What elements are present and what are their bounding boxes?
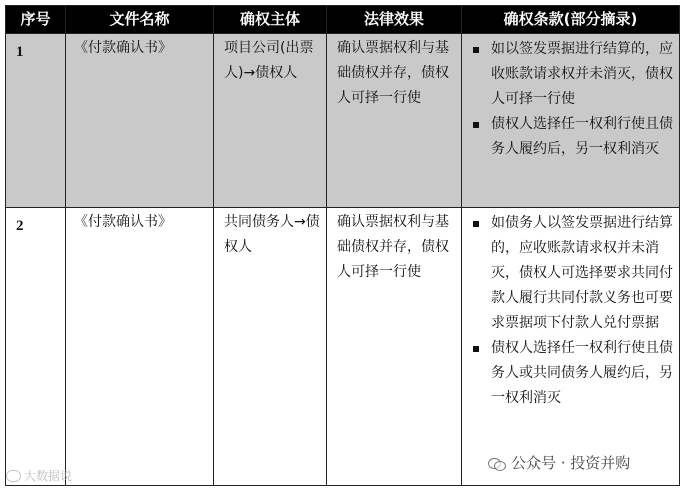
watermark-left [6,467,72,484]
watermark-right [488,452,630,473]
square-bullet-icon [473,122,479,128]
row-clauses [462,34,680,208]
clause-item [463,112,674,162]
rights-confirmation-table [5,5,680,486]
chat-bubble-icon [6,470,21,482]
row-serial-no: 1 [6,34,66,208]
header-serial-no: 序号 [6,6,66,34]
clause-item [463,336,674,411]
wechat-icon [488,456,506,470]
row-confirming-party: 共同债务人→债权人 [214,208,327,486]
header-confirming-party: 确权主体 [214,6,327,34]
square-bullet-icon [473,346,479,352]
row-file-name: 《付款确认书》 [66,208,214,486]
row-serial-no: 2 [6,208,66,486]
row-legal-effect: 确认票据权利与基础债权并存，债权人可择一行使 [327,34,462,208]
clause-text: 如债务人以签发票据进行结算的，应收账款请求权并未消灭，债权人可选择要求共同付款人履行共同付款义务也可要求票据项下付款人兑付票据 [491,215,673,331]
clause-item [463,37,674,112]
table-header-row [6,6,680,34]
row-legal-effect: 确认票据权利与基础债权并存，债权人可择一行使 [327,208,462,486]
clause-text: 如以签发票据进行结算的，应收账款请求权并未消灭，债权人可择一行使 [491,41,673,107]
square-bullet-icon [473,47,479,53]
header-file-name: 文件名称 [66,6,214,34]
row-clauses [462,208,680,486]
row-confirming-party: 项目公司(出票人)→债权人 [214,34,327,208]
clause-text: 债权人选择任一权利行使且债务人或共同债务人履约后，另一权利消灭 [491,340,673,406]
header-legal-effect: 法律效果 [327,6,462,34]
watermark-left-text: 大数据说 [24,469,73,483]
square-bullet-icon [473,221,479,227]
row-file-name: 《付款确认书》 [66,34,214,208]
header-clauses: 确权条款(部分摘录) [462,6,680,34]
clause-text: 债权人选择任一权利行使且债务人履约后，另一权利消灭 [491,116,673,157]
table-row [6,34,680,208]
watermark-right-text: 公众号 · 投资并购 [511,454,631,472]
clause-item [463,211,674,336]
table-row [6,208,680,486]
